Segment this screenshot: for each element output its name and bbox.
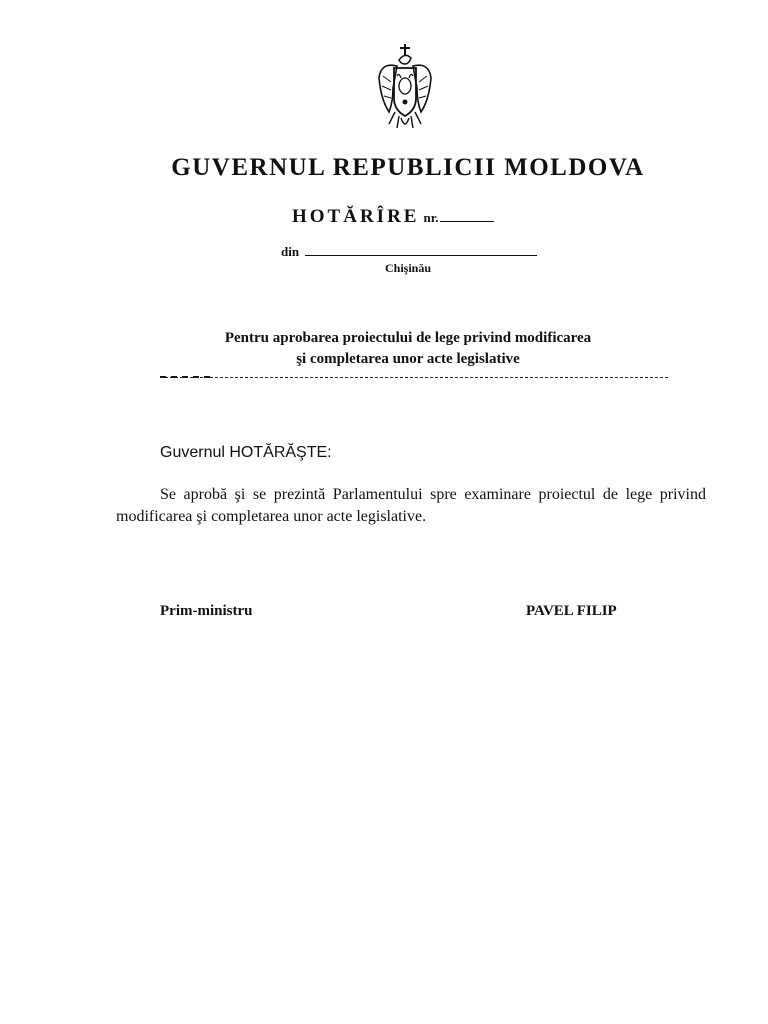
decision-number-label: nr.: [423, 210, 439, 225]
government-title: GUVERNUL REPUBLICII MOLDOVA: [171, 154, 645, 181]
city-label: Chişinău: [384, 261, 432, 275]
date-line: [281, 244, 537, 260]
decision-number-blank: [440, 221, 494, 222]
date-blank: [305, 255, 537, 256]
signature-name: PAVEL FILIP: [526, 603, 617, 619]
decision-word: HOTĂRÎRE: [292, 206, 420, 227]
subject-rule: [160, 377, 668, 378]
coat-of-arms-moldova-icon: [375, 42, 435, 132]
decision-subject: [160, 328, 656, 370]
date-label: din: [281, 244, 300, 259]
subject-line-1: Pentru aprobarea proiectului de lege privind modificarea: [224, 330, 592, 346]
decree-paragraph: Se aprobă şi se prezintă Parlamentului spre examinare proiectul de lege privind modificarea şi completarea unor acte legislative.: [116, 486, 706, 525]
signature-role: Prim-ministru: [160, 603, 253, 619]
decision-heading: [292, 206, 494, 228]
decree-heading: Guvernul HOTĂRĂŞTE:: [160, 444, 332, 461]
subject-line-2: şi completarea unor acte legislative: [296, 351, 520, 367]
